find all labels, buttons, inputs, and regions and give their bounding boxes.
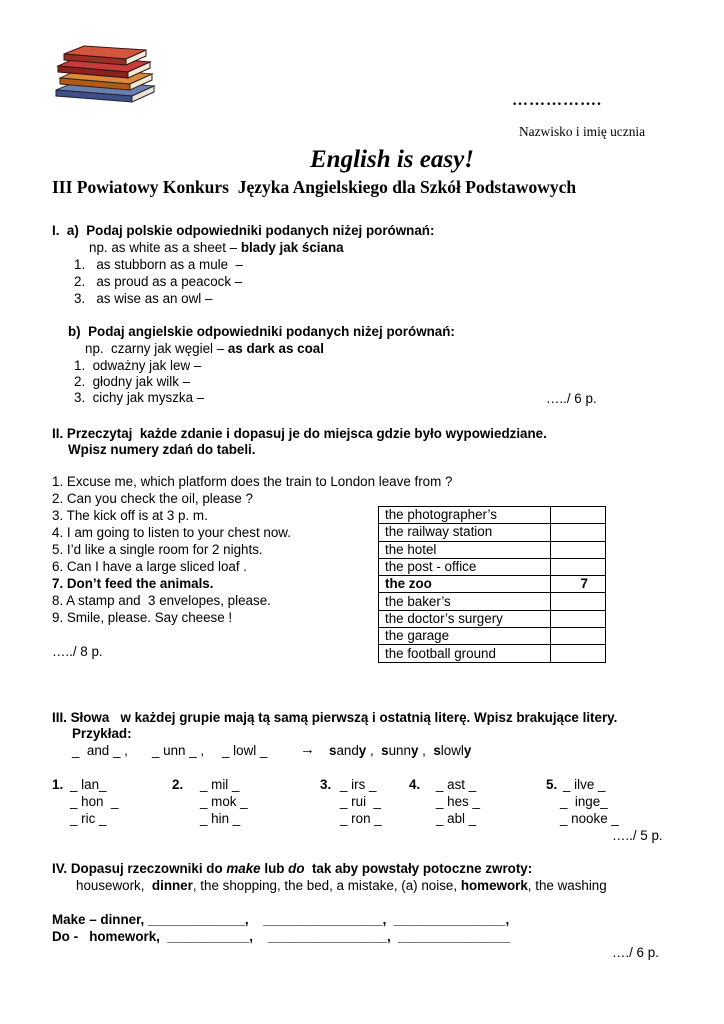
name-dots: ……………. xyxy=(512,92,602,109)
places-table xyxy=(378,506,606,663)
word-puzzle[interactable]: _ irs _ xyxy=(340,777,377,792)
section1b-item: 3. cichy jak myszka – xyxy=(74,390,205,405)
table-row xyxy=(379,507,606,524)
section3-score: …../ 5 p. xyxy=(612,828,663,843)
table-row xyxy=(379,610,606,627)
arrow-icon: → xyxy=(300,741,315,758)
group-number: 4. xyxy=(409,777,421,792)
sentence: 8. A stamp and 3 envelopes, please. xyxy=(52,593,271,608)
sentence: 1. Excuse me, which platform does the train to London leave from ? xyxy=(52,474,453,489)
do-line[interactable]: Do - homework, ___________, ________________, _______________ xyxy=(52,929,510,944)
page-subtitle: III Powiatowy Konkurs Języka Angielskiego dla Szkół Podstawowych xyxy=(52,177,577,197)
place-name: the post - office xyxy=(379,558,551,575)
place-name: the railway station xyxy=(379,524,551,541)
section1a-item: 3. as wise as an owl – xyxy=(74,291,213,306)
example-answer: blady jak ściana xyxy=(240,240,344,255)
section4-score: …./ 6 p. xyxy=(612,945,659,960)
group-number: 5. xyxy=(546,777,558,792)
place-name: the photographer’s xyxy=(379,507,551,524)
answer-cell[interactable] xyxy=(551,645,606,662)
stack-of-books-icon xyxy=(50,44,166,108)
section2-score: …../ 8 p. xyxy=(52,644,103,659)
example-prefix: np. czarny jak węgiel – xyxy=(85,341,228,356)
example-prefix: np. as white as a sheet – xyxy=(89,240,241,255)
word-bank: housework, dinner, the shopping, the bed, a mistake, (a) noise, homework, the washing xyxy=(76,878,607,893)
example-label: Przykład: xyxy=(72,726,132,741)
example-blank: _ and _ , xyxy=(72,743,128,758)
section1b-item: 1. odważny jak lew – xyxy=(74,358,202,373)
answer-cell[interactable] xyxy=(551,524,606,541)
section4-heading: IV. Dopasuj rzeczowniki do make lub do tak aby powstały potoczne zwroty: xyxy=(52,861,533,876)
answer-cell[interactable] xyxy=(551,593,606,610)
answer-cell[interactable] xyxy=(551,541,606,558)
answer-cell[interactable] xyxy=(551,558,606,575)
section3-heading: III. Słowa w każdej grupie mają tą samą pierwszą i ostatnią literę. Wpisz brakujące litery. xyxy=(52,710,618,725)
word-puzzle[interactable]: _ abl _ xyxy=(436,811,477,826)
word-puzzle[interactable]: _ mil _ xyxy=(200,777,240,792)
group-number: 3. xyxy=(320,777,332,792)
answer-cell[interactable] xyxy=(551,610,606,627)
word-puzzle[interactable]: _ nooke _ xyxy=(560,811,619,826)
word-puzzle[interactable]: _ rui _ xyxy=(340,794,381,809)
section1b-item: 2. głodny jak wilk – xyxy=(74,374,191,389)
make-line[interactable]: Make – dinner, _____________, ________________, _______________, xyxy=(52,912,510,927)
section1a-item: 1. as stubborn as a mule – xyxy=(74,257,243,272)
name-label: Nazwisko i imię ucznia xyxy=(519,124,646,139)
place-name: the garage xyxy=(379,628,551,645)
table-row xyxy=(379,645,606,662)
answer-cell[interactable]: 7 xyxy=(551,576,606,593)
place-name: the hotel xyxy=(379,541,551,558)
word-puzzle[interactable]: _ inge_ xyxy=(560,794,608,809)
example-blank: _ unn _ , xyxy=(152,743,205,758)
table-row xyxy=(379,541,606,558)
table-row xyxy=(379,558,606,575)
table-row xyxy=(379,628,606,645)
example-answer: as dark as coal xyxy=(227,341,324,356)
word-puzzle[interactable]: _ hon _ xyxy=(70,794,119,809)
place-name: the doctor’s surgery xyxy=(379,610,551,627)
table-row xyxy=(379,593,606,610)
section1b-example xyxy=(85,340,324,357)
section2-subheading: Wpisz numery zdań do tabeli. xyxy=(68,442,256,457)
word-puzzle[interactable]: _ ilve _ xyxy=(563,777,606,792)
section1a-example xyxy=(89,239,344,256)
answer-cell[interactable] xyxy=(551,507,606,524)
word-puzzle[interactable]: _ ron _ xyxy=(340,811,382,826)
example-answers: sandy , sunny , slowly xyxy=(329,743,472,758)
page-title: English is easy! xyxy=(310,146,474,173)
sentence: 3. The kick off is at 3 p. m. xyxy=(52,508,208,523)
place-name: the football ground xyxy=(379,645,551,662)
place-name: the baker’s xyxy=(379,593,551,610)
section1a-item: 2. as proud as a peacock – xyxy=(74,274,243,289)
section1a-heading: I. a) Podaj polskie odpowiedniki podanych niżej porównań: xyxy=(52,223,435,238)
section1-score: …../ 6 p. xyxy=(546,391,597,406)
word-puzzle[interactable]: _ ast _ xyxy=(436,777,477,792)
sentence: 4. I am going to listen to your chest now. xyxy=(52,525,291,540)
word-puzzle[interactable]: _ ric _ xyxy=(70,811,107,826)
word-puzzle[interactable]: _ mok _ xyxy=(200,794,248,809)
section2-heading: II. Przeczytaj każde zdanie i dopasuj je do miejsca gdzie było wypowiedziane. xyxy=(52,426,547,441)
word-puzzle[interactable]: _ hin _ xyxy=(200,811,241,826)
sentence: 9. Smile, please. Say cheese ! xyxy=(52,610,233,625)
table-row xyxy=(379,576,606,593)
group-number: 1. xyxy=(52,777,64,792)
place-name: the zoo xyxy=(379,576,551,593)
sentence: 5. I’d like a single room for 2 nights. xyxy=(52,542,263,557)
sentence: 6. Can I have a large sliced loaf . xyxy=(52,559,248,574)
word-puzzle[interactable]: _ hes _ xyxy=(436,794,480,809)
word-puzzle[interactable]: _ lan_ xyxy=(70,777,107,792)
answer-cell[interactable] xyxy=(551,628,606,645)
example-blank: _ lowl _ xyxy=(222,743,268,758)
section1b-heading: b) Podaj angielskie odpowiedniki podanych niżej porównań: xyxy=(68,324,455,339)
sentence-example: 7. Don’t feed the animals. xyxy=(52,576,214,591)
sentence: 2. Can you check the oil, please ? xyxy=(52,491,253,506)
group-number: 2. xyxy=(172,777,184,792)
table-row xyxy=(379,524,606,541)
